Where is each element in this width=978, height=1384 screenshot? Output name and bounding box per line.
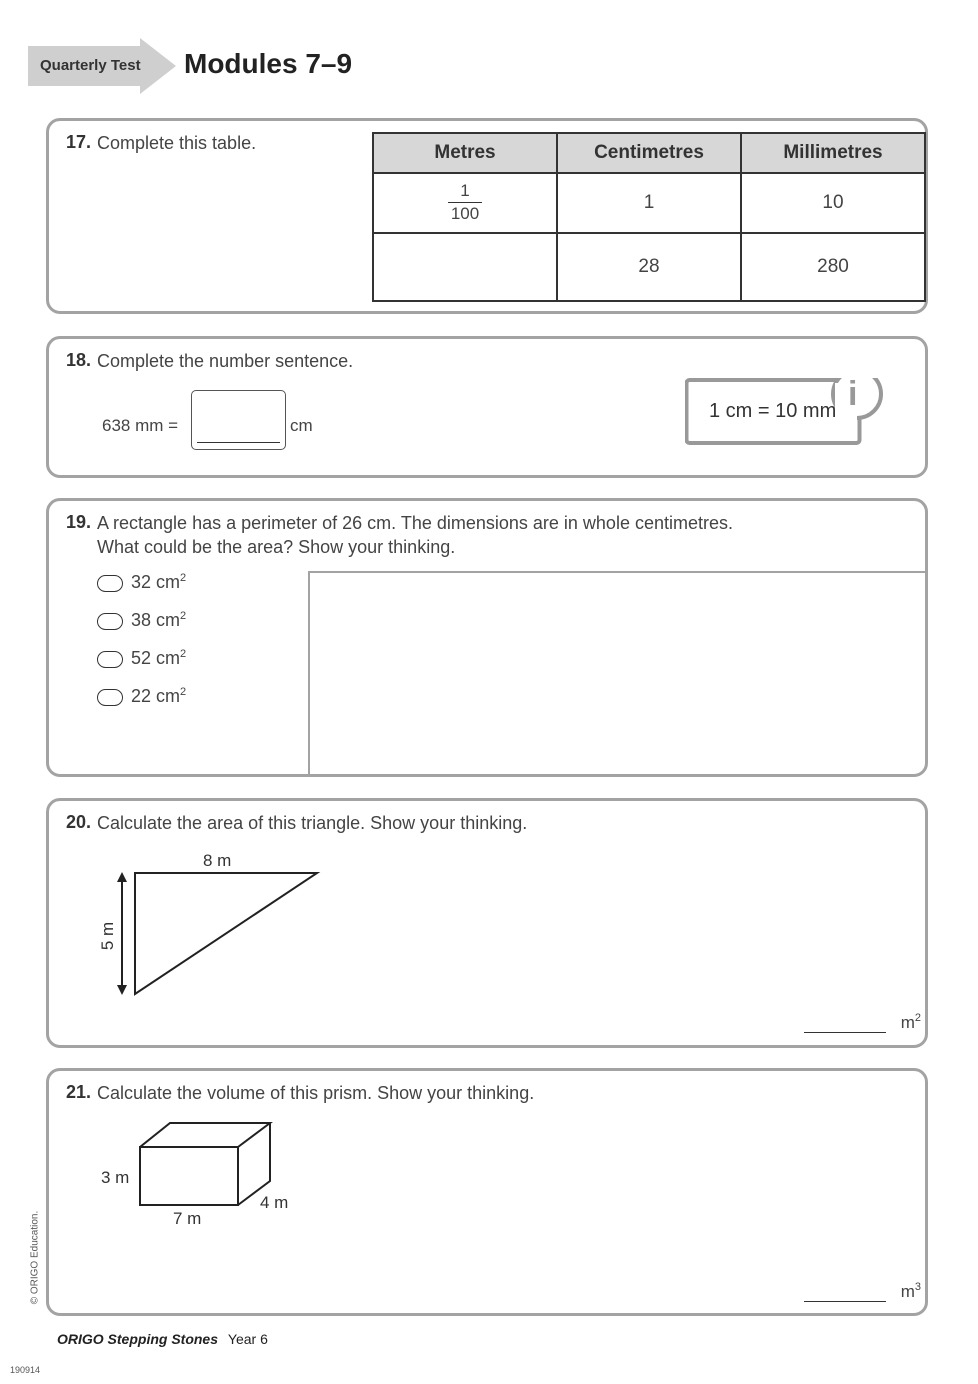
- column-header-millimetres: Millimetres: [741, 133, 925, 173]
- volume-unit: m: [900, 1281, 915, 1301]
- centimetres-cell: 28: [557, 233, 741, 301]
- table-row: [373, 173, 925, 233]
- thinking-work-area[interactable]: [308, 571, 928, 774]
- right-triangle: [135, 873, 317, 994]
- fraction-bar: [448, 202, 482, 203]
- triangle-base-label: 8 m: [203, 851, 232, 870]
- option-superscript: 2: [180, 610, 187, 622]
- quarterly-test-tag: [28, 38, 176, 94]
- question-19-text-line1: A rectangle has a perimeter of 26 cm. The dimensions are in whole centimetres.: [97, 513, 733, 533]
- question-19-number: 19.: [66, 512, 92, 532]
- tag-label: Quarterly Test: [40, 57, 141, 74]
- number-sentence-unit: cm: [290, 416, 313, 435]
- footer-brand: ORIGO Stepping Stones: [57, 1331, 219, 1347]
- option-superscript: 2: [180, 572, 187, 584]
- option-superscript: 2: [180, 686, 187, 698]
- radio-bubble[interactable]: [97, 689, 123, 706]
- area-unit-superscript: 2: [914, 1012, 922, 1024]
- number-sentence-lhs: 638 mm =: [102, 416, 179, 435]
- question-21-text: Calculate the volume of this prism. Show your thinking.: [97, 1083, 535, 1103]
- info-text: 1 cm = 10 mm: [709, 400, 837, 422]
- prism-height-label: 3 m: [101, 1168, 130, 1187]
- triangle-height-label: 5 m: [98, 921, 117, 951]
- table-header-row: [373, 133, 925, 173]
- option-52[interactable]: [97, 648, 186, 669]
- metres-fraction-cell: [373, 173, 557, 233]
- conversion-table: [372, 132, 926, 302]
- option-32[interactable]: [97, 572, 186, 593]
- arrow-up-icon: [117, 872, 127, 882]
- radio-bubble[interactable]: [97, 613, 123, 630]
- question-20-text: Calculate the area of this triangle. Show your thinking.: [97, 813, 528, 833]
- option-label: 32 cm: [131, 572, 181, 592]
- question-18-text: Complete the number sentence.: [97, 351, 354, 371]
- question-18-number: 18.: [66, 350, 92, 370]
- option-label: 52 cm: [131, 648, 181, 668]
- prism-depth-label: 4 m: [260, 1193, 289, 1212]
- radio-bubble[interactable]: [97, 651, 123, 668]
- question-19-text-line2: What could be the area? Show your thinking.: [97, 537, 456, 557]
- answer-box[interactable]: [191, 390, 286, 450]
- info-icon: i: [848, 375, 858, 413]
- page-title: Modules 7–9: [184, 48, 353, 79]
- centimetres-cell: 1: [557, 173, 741, 233]
- option-label: 38 cm: [131, 610, 181, 630]
- fraction-denominator: 100: [450, 204, 480, 223]
- fraction-numerator: 1: [460, 181, 470, 200]
- radio-bubble[interactable]: [97, 575, 123, 592]
- copyright-notice: © ORIGO Education.: [29, 1210, 41, 1305]
- question-21-number: 21.: [66, 1082, 92, 1102]
- option-22[interactable]: [97, 686, 186, 707]
- volume-unit-superscript: 3: [914, 1281, 922, 1293]
- info-callout: [685, 375, 885, 446]
- millimetres-cell: 280: [741, 233, 925, 301]
- volume-answer[interactable]: [804, 1281, 921, 1302]
- option-superscript: 2: [180, 648, 187, 660]
- area-answer-line[interactable]: [804, 1016, 886, 1033]
- footer-year: Year 6: [227, 1331, 268, 1347]
- prism-diagram: [130, 1115, 280, 1215]
- question-17-text: Complete this table.: [97, 133, 257, 153]
- footer-brand-line: [57, 1331, 268, 1347]
- column-header-metres: Metres: [373, 133, 557, 173]
- option-38[interactable]: [97, 610, 186, 631]
- millimetres-cell: 10: [741, 173, 925, 233]
- answer-line: [197, 442, 280, 443]
- area-unit: m: [900, 1012, 915, 1032]
- prism-top-face: [140, 1123, 270, 1147]
- question-20-number: 20.: [66, 812, 92, 832]
- page-code: 190914: [10, 1365, 41, 1375]
- volume-answer-line[interactable]: [804, 1285, 886, 1302]
- area-answer[interactable]: [804, 1012, 921, 1033]
- arrow-down-icon: [117, 985, 127, 995]
- prism-length-label: 7 m: [173, 1209, 202, 1228]
- question-17-number: 17.: [66, 132, 92, 152]
- metres-answer-cell[interactable]: [373, 233, 557, 301]
- table-row: [373, 233, 925, 301]
- option-label: 22 cm: [131, 686, 181, 706]
- prism-front-face: [140, 1147, 238, 1205]
- column-header-centimetres: Centimetres: [557, 133, 741, 173]
- fraction: [448, 181, 482, 224]
